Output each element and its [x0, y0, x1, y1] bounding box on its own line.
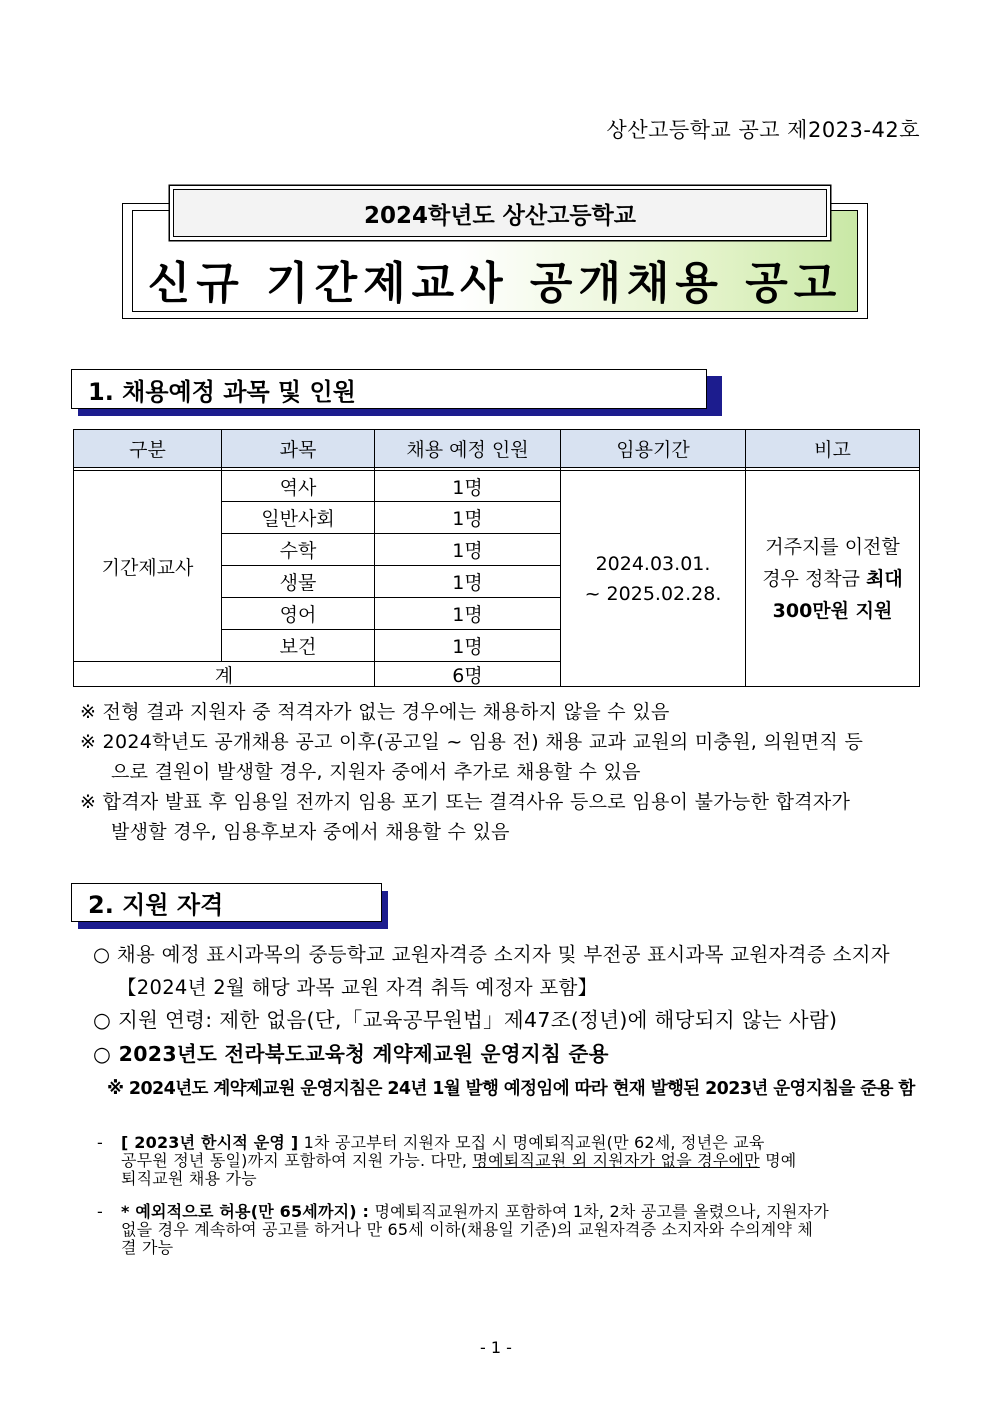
table-header-remark: 비고 [746, 430, 919, 467]
period-start: 2024.03.01. [595, 552, 711, 575]
dash-marker: - [97, 1133, 103, 1152]
table-header-subject: 과목 [222, 430, 374, 467]
qualification-1-note: 【2024년 2월 해당 과목 교원 자격 취득 예정자 포함】 [117, 976, 598, 999]
notice-number: 상산고등학교 공고 제2023-42호 [606, 118, 920, 142]
table-header-count: 채용 예정 인원 [375, 430, 560, 467]
table-row-subject: 역사 [279, 476, 317, 499]
table-row-count: 1명 [452, 508, 483, 530]
guideline-note: ※ 2024년도 계약제교원 운영지침은 24년 1월 발행 예정임에 따라 현재 발행된 2023년 운영지침을 준용 함 [107, 1079, 915, 1099]
table-row-count: 1명 [452, 604, 483, 626]
remark-line3: 300만원 지원 [772, 599, 893, 622]
table-header-period: 임용기간 [561, 430, 745, 467]
table-row-count: 1명 [452, 572, 483, 594]
dash-item-2: * 예외적으로 허용(만 65세까지) : 명예퇴직교원까지 포함하여 1차, 2차 공고를 올렸으나, 지원자가 없을 경우 계속하여 공고를 하거나 만 65세 이하(채용일 기준)의 교원자격증 소지자와 수의계약 체 결 가능 [121, 1202, 829, 1257]
table-category: 기간제교사 [101, 556, 194, 579]
note-3: ※ 합격자 발표 후 임용일 전까지 임용 포기 또는 결격사유 등으로 임용이 불가능한 합격자가 [80, 791, 851, 813]
period-end: ~ 2025.02.28. [584, 582, 722, 605]
table-total-label: 계 [214, 664, 234, 687]
table-row-subject: 영어 [279, 604, 317, 626]
remark-line2: 경우 정착금 최대 [762, 567, 903, 590]
table-row-count: 1명 [452, 476, 483, 499]
page-number: - 1 - [480, 1338, 512, 1357]
table-row-count: 1명 [452, 540, 483, 562]
table-row-count: 1명 [452, 636, 483, 658]
qualification-3: ○ 2023년도 전라북도교육청 계약제교원 운영지침 준용 [93, 1042, 609, 1066]
dash-item-1: [ 2023년 한시적 운영 ] 1차 공고부터 지원자 모집 시 명예퇴직교원(만 62세, 정년은 교육 공무원 정년 동일)까지 포함하여 지원 가능. 다만, 명예퇴직교원 외 지원자가 없을 경우에만 명예 퇴직교원 채용 가능 [121, 1133, 797, 1188]
title-subtitle: 2024학년도 상산고등학교 [173, 189, 827, 237]
table-row-subject: 일반사회 [261, 508, 335, 530]
table-row-subject: 수학 [279, 540, 317, 562]
section2-heading: 2. 지원 자격 [71, 883, 382, 922]
table-row-subject: 보건 [279, 636, 317, 658]
qualification-2: ○ 지원 연령: 제한 없음(단,「교육공무원법」제47조(정년)에 해당되지 않는 사람) [93, 1008, 838, 1032]
table-total-count: 6명 [452, 664, 483, 687]
table-row-subject: 생물 [279, 572, 317, 594]
note-1: ※ 전형 결과 지원자 중 적격자가 없는 경우에는 채용하지 않을 수 있음 [80, 701, 670, 723]
page-title: 신규 기간제교사 공개채용 공고 [147, 258, 843, 309]
table-header-category: 구분 [74, 430, 221, 467]
qualification-1: ○ 채용 예정 표시과목의 중등학교 교원자격증 소지자 및 부전공 표시과목 교원자격증 소지자 [93, 943, 890, 966]
note-2-cont: 으로 결원이 발생할 경우, 지원자 중에서 추가로 채용할 수 있음 [111, 761, 641, 783]
table-remark [746, 471, 919, 686]
table-period [561, 471, 745, 686]
note-3-cont: 발생할 경우, 임용후보자 중에서 채용할 수 있음 [111, 821, 510, 843]
section1-heading: 1. 채용예정 과목 및 인원 [71, 369, 707, 409]
note-2: ※ 2024학년도 공개채용 공고 이후(공고일 ~ 임용 전) 채용 교과 교원의 미충원, 의원면직 등 [80, 731, 864, 753]
dash-marker: - [97, 1202, 103, 1221]
recruitment-table [73, 429, 920, 687]
remark-line1: 거주지를 이전할 [765, 535, 900, 558]
